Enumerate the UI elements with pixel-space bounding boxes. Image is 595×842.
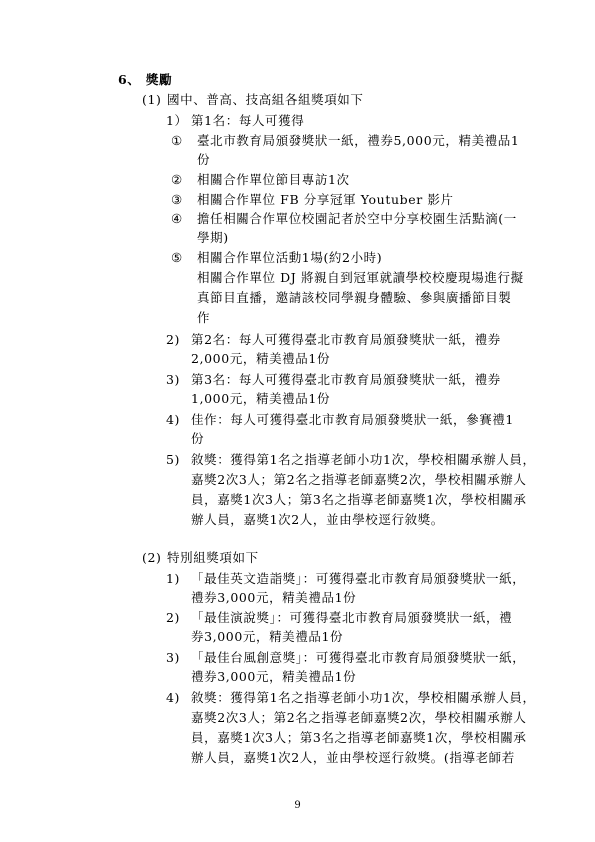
first-place-label: 1）	[166, 113, 188, 128]
special-text: 禮券3,000元，精美禮品1份	[191, 669, 357, 684]
special-text: 辦人員，嘉獎1次2人，並由學校逕行敘獎。(指導老師若	[191, 750, 515, 765]
prize-item-mark: ④	[171, 211, 183, 226]
rank-text: 份	[191, 431, 205, 446]
special-label: 2)	[166, 610, 181, 625]
prize-item-text: 相關合作單位 DJ 將親自到冠軍就讀學校校慶現場進行擬	[197, 270, 524, 285]
prize-item-mark: ②	[171, 172, 183, 187]
part1-heading: 國中、普高、技高組各組獎項如下	[167, 92, 364, 107]
page-number: 9	[294, 800, 301, 811]
prize-item-mark: ⑤	[171, 250, 183, 265]
prize-item-text: 相關合作單位活動1場(約2小時)	[197, 250, 383, 265]
rank-text: 2,000元，精美禮品1份	[191, 351, 331, 366]
part2-label: (2)	[142, 550, 162, 565]
special-text: 「最佳演說獎」：可獲得臺北市教育局頒發獎狀一紙，禮	[191, 610, 513, 625]
special-label: 4)	[166, 690, 181, 705]
special-text: 嘉獎2次3人；第2名之指導老師嘉獎2次，學校相關承辦人	[191, 710, 527, 725]
rank-text: 第2名：每人可獲得臺北市教育局頒發獎狀一紙，禮券	[191, 332, 501, 347]
section-number: 6、	[118, 72, 141, 87]
special-text: 券3,000元，精美禮品1份	[191, 629, 344, 644]
rank-label: 2)	[166, 332, 181, 347]
rank-text: 嘉獎2次3人；第2名之指導老師嘉獎2次，學校相關承辦人	[191, 472, 527, 487]
rank-label: 4)	[166, 412, 181, 427]
special-label: 1)	[166, 571, 181, 586]
rank-text: 敘獎：獲得第1名之指導老師小功1次，學校相關承辦人員，	[191, 452, 536, 467]
prize-item-text: 真節目直播，邀請該校同學親身體驗、參與廣播節目製	[197, 290, 512, 305]
rank-text: 1,000元，精美禮品1份	[191, 391, 331, 406]
special-text: 禮券3,000元，精美禮品1份	[191, 590, 357, 605]
rank-text: 辦人員，嘉獎1次2人，並由學校逕行敘獎。	[191, 512, 444, 527]
special-text: 員，嘉獎1次3人；第3名之指導老師嘉獎1次，學校相關承	[191, 730, 527, 745]
prize-item-text: 相關合作單位 FB 分享冠軍 Youtuber 影片	[197, 192, 454, 207]
prize-item-text: 擔任相關合作單位校園記者於空中分享校園生活點滴(一	[197, 211, 517, 226]
prize-item-text: 作	[197, 310, 211, 325]
rank-text: 佳作：每人可獲得臺北市教育局頒發獎狀一紙，參賽禮1	[191, 412, 514, 427]
first-place-heading: 第1名：每人可獲得	[191, 113, 305, 128]
prize-item-text: 臺北市教育局頒發獎狀一紙，禮券5,000元，精美禮品1	[197, 133, 520, 148]
prize-item-text: 相關合作單位節目專訪1次	[197, 172, 350, 187]
special-text: 「最佳英文造詣獎」：可獲得臺北市教育局頒發獎狀一紙，	[191, 571, 526, 586]
prize-item-text: 學期)	[197, 230, 229, 245]
rank-label: 5)	[166, 452, 181, 467]
special-text: 敘獎：獲得第1名之指導老師小功1次，學校相關承辦人員，	[191, 690, 536, 705]
prize-item-mark: ③	[171, 192, 183, 207]
special-text: 「最佳台風創意獎」：可獲得臺北市教育局頒發獎狀一紙，	[191, 650, 526, 665]
part2-heading: 特別組獎項如下	[167, 550, 259, 565]
section-title: 獎勵	[146, 72, 173, 87]
part1-label: (1)	[142, 92, 162, 107]
prize-item-mark: ①	[171, 133, 183, 148]
rank-text: 員，嘉獎1次3人；第3名之指導老師嘉獎1次，學校相關承	[191, 492, 527, 507]
rank-label: 3)	[166, 372, 181, 387]
prize-item-text: 份	[197, 152, 211, 167]
rank-text: 第3名：每人可獲得臺北市教育局頒發獎狀一紙，禮券	[191, 372, 501, 387]
special-label: 3)	[166, 650, 181, 665]
